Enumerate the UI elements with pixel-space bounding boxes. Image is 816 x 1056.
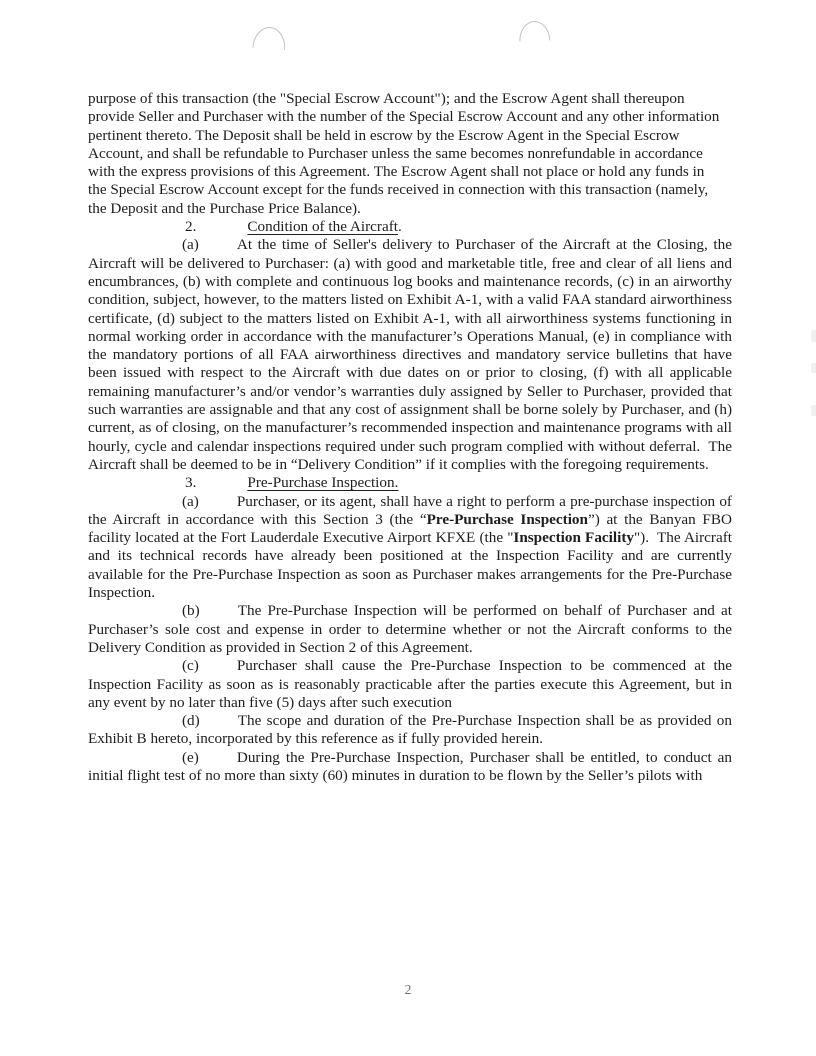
paragraph-label: (a): [182, 492, 199, 510]
text-run: Purchaser, or its agent, shall have a right to perform a pre-purchase inspection of the Aircraft in accordance with this Section 3 (the “: [88, 492, 736, 528]
paragraph-text: The scope and duration of the Pre-Purchase Inspection shall be as provided on Exhibit B hereto, incorporated by this reference as if fully provided herein.: [88, 712, 736, 748]
paragraph-label: (d): [182, 712, 200, 730]
paragraph-label: (c): [182, 657, 199, 675]
paragraph-text: At the time of Seller's delivery to Purchaser of the Aircraft at the Closing, the Aircraft will be delivered to Purchaser: (a) with good and marketable title, free and clear of all liens and encumbrances, (b) with complete and continuous log books and maintenance records, (c) in an airworthy condition, subject, however, to the matters listed on Exhibit A-1, with a valid FAA standard airworthiness certificate, (d) subject to the matters listed on Exhibit A-1, with all airworthiness systems functioning in normal working order in accordance with the manufacturer’s Operations Manual, (e) in compliance with the mandatory portions of all FAA airworthiness directives and mandatory service bulletins that have been issued with respect to the Aircraft with due dates on or prior to closing, (f) with all applicable remaining manufacturer’s and/or vendor’s warranties duly assigned by Seller to Purchaser, provided that such warranties are assignable and that any cost of assignment shall be borne solely by Purchaser, and (h) current, as of closing, on the manufacturer’s recommended inspection and maintenance programs with all hourly, cycle and calendar inspections required under such program complied with without deferral. The Aircraft shall be deemed to be in “Delivery Condition” if it complies with the foregoing requirements.: [88, 236, 736, 473]
binder-ring-mark-icon: [519, 20, 551, 41]
paragraph-text: The Pre-Purchase Inspection will be performed on behalf of Purchaser and at Purchaser’s sole cost and expense in order to determine whether or not the Aircraft conforms to the Delivery Condition as provided in Section 2 of this Agreement.: [88, 602, 736, 656]
section-heading-condition-of-aircraft: [88, 218, 732, 236]
paragraph-2a: [88, 236, 736, 474]
paragraph-label: (b): [182, 602, 200, 620]
defined-term-inspection-facility: Inspection Facility: [513, 529, 634, 547]
intro-paragraph: purpose of this transaction (the "Special Escrow Account"); and the Escrow Agent shall thereupon provide Seller and Purchaser with the number of the Special Escrow Account and any other information pertinent thereto. The Deposit shall be held in escrow by the Escrow Agent in the Special Escrow Account, and shall be refundable to Purchaser unless the same becomes nonrefundable in accordance with the express provisions of this Agreement. The Escrow Agent shall not place or hold any funds in the Special Escrow Account except for the funds received in connection with this transaction (namely, the Deposit and the Purchase Price Balance).: [88, 90, 724, 217]
section-number: 2.: [185, 218, 197, 236]
paragraph-3b: [88, 602, 736, 657]
paragraph-text: During the Pre-Purchase Inspection, Purchaser shall be entitled, to conduct an initial flight test of no more than sixty (60) minutes in duration to be flown by the Seller’s pilots with: [88, 748, 736, 784]
section-title-period: .: [397, 218, 402, 236]
section-number: 3.: [185, 474, 197, 492]
text-run: ”) at the Banyan FBO facility located at the Fort Lauderdale Executive Airport KFXE (the ": [88, 510, 736, 547]
scan-edge-smudge: [811, 405, 816, 416]
scan-edge-smudge: [811, 330, 816, 342]
text-run: "). The Aircraft and its technical records have already been positioned at the Inspection Facility and are currently available for the Pre-Purchase Inspection as soon as Purchaser makes arrangements for the Pre-Purchase Inspection.: [88, 529, 736, 602]
paragraph-3c: [88, 657, 736, 712]
scan-edge-smudge: [811, 363, 816, 373]
paragraph-3a: [88, 492, 736, 603]
section-title: Condition of the Aircraft: [247, 218, 398, 236]
paragraph-label: (e): [182, 748, 199, 766]
paragraph-label: (a): [182, 236, 199, 254]
binder-ring-mark-icon: [252, 26, 286, 50]
section-heading-pre-purchase-inspection: [88, 474, 732, 492]
paragraph-text: Purchaser shall cause the Pre-Purchase Inspection to be commenced at the Inspection Facility as soon as is reasonably practicable after the parties execute this Agreement, but in any event by no later than five (5) days after such execution: [88, 657, 736, 711]
paragraph-3d: [88, 712, 736, 749]
paragraph-3e: [88, 748, 736, 786]
page-number: 2: [404, 982, 412, 997]
document-body: [88, 90, 736, 785]
defined-term-pre-purchase-inspection: Pre-Purchase Inspection: [426, 510, 588, 528]
section-title: Pre-Purchase Inspection.: [247, 474, 399, 492]
